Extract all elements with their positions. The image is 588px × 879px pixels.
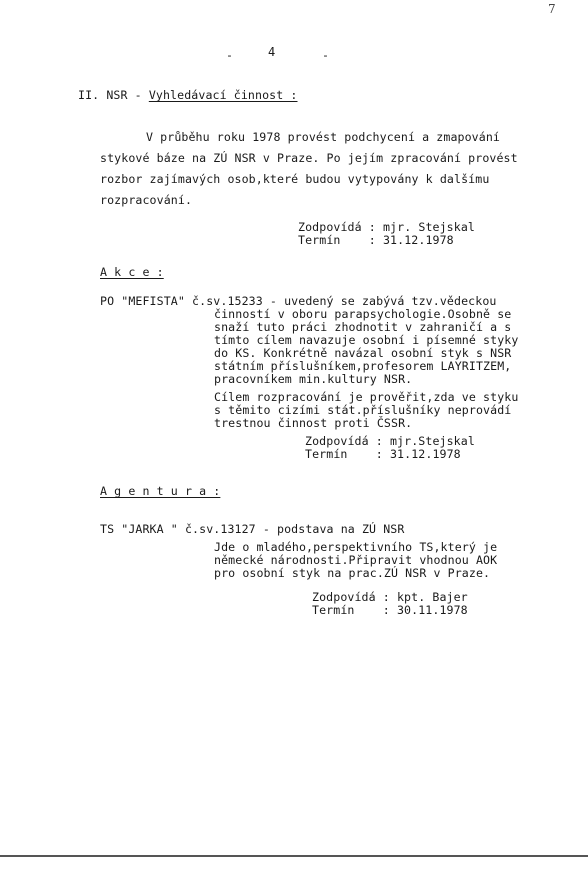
corner-mark: 7	[548, 2, 556, 16]
agentura-deadline: Termín : 30.11.1978	[312, 603, 468, 617]
intro-line: rozbor zajímavých osob,které budou vytypovány k dalšímu	[100, 172, 490, 186]
page-number-dash-left: -	[226, 48, 234, 62]
agentura-responsible: Zodpovídá : kpt. Bajer	[312, 590, 468, 604]
akce-line: pracovníkem min.kultury NSR.	[214, 372, 413, 386]
section-heading	[78, 88, 298, 102]
agentura-line: Jde o mladého,perspektivního TS,který je	[214, 540, 498, 554]
akce-goal-line: s těmito cizími stát.příslušníky neprovádí	[214, 403, 512, 417]
page-number-dash-right: -	[322, 48, 330, 62]
intro-line: rozpracování.	[100, 193, 193, 207]
agentura-lead: TS "JARKA " č.sv.13127 - podstava na ZÚ NSR	[100, 522, 405, 536]
akce-heading: A k c e :	[100, 265, 164, 279]
page-number: 4	[268, 45, 276, 59]
akce-lead: PO "MEFISTA" č.sv.15233 - uvedený se zabývá tzv.vědeckou	[100, 294, 497, 308]
section-heading-title: Vyhledávací činnost :	[148, 88, 298, 102]
akce-line: tímto cílem navazuje osobní i písemné styky	[214, 333, 519, 347]
akce-line: státním příslušníkem,profesorem LAYRITZEM,	[214, 359, 512, 373]
agentura-line: pro osobní styk na prac.ZÚ NSR v Praze.	[214, 566, 491, 580]
intro-deadline: Termín : 31.12.1978	[298, 233, 454, 247]
agentura-heading: A g e n t u r a :	[100, 484, 221, 498]
akce-goal-line: trestnou činnost proti ČSSR.	[214, 416, 413, 430]
page-bottom-edge	[0, 855, 588, 857]
section-heading-prefix: II. NSR -	[78, 88, 149, 102]
akce-line: do KS. Konkrétně navázal osobní styk s NSR	[214, 346, 512, 360]
intro-line: V průběhu roku 1978 provést podchycení a zmapování	[146, 130, 501, 144]
intro-line: stykové báze na ZÚ NSR v Praze. Po jejím zpracování provést	[100, 151, 518, 165]
akce-line: snaží tuto práci zhodnotit v zahraničí a s	[214, 320, 512, 334]
akce-goal-line: Cílem rozpracování je prověřit,zda ve styku	[214, 390, 519, 404]
akce-deadline: Termín : 31.12.1978	[305, 447, 461, 461]
akce-responsible: Zodpovídá : mjr.Stejskal	[305, 434, 475, 448]
akce-line: činností v oboru parapsychologie.Osobně se	[214, 307, 512, 321]
agentura-line: německé národnosti.Připravit vhodnou AOK	[214, 553, 498, 567]
intro-responsible: Zodpovídá : mjr. Stejskal	[298, 220, 476, 234]
